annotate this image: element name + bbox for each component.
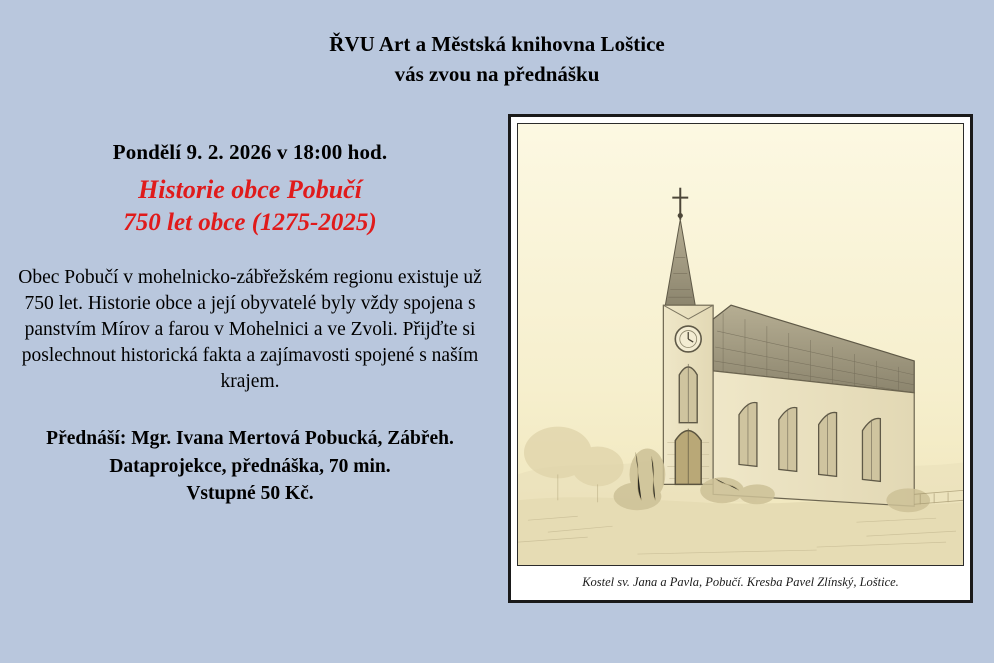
presenter-price: Vstupné 50 Kč. [186,483,314,505]
header-line-2: vás zvou na přednášku [394,61,600,86]
event-date: Pondělí 9. 2. 2026 v 18:00 hod. [112,140,388,164]
presenter-format: Dataprojekce, přednáška, 70 min. [109,455,391,477]
event-details-column [14,140,486,508]
presenter-block [14,425,486,508]
church-illustration-icon [518,124,963,565]
event-description-text: Obec Pobučí v mohelnicko-zábřežském regionu existuje už 750 let. Historie obce a její obyvatelé byly vždy spojena s panstvím Mírov a farou v Mohelnici a ve Zvoli. Přijďte si poslechnout historická fakta a zajímavosti spojené s naším krajem. [18,267,482,392]
event-description [14,265,486,395]
header-line-1: ŘVU Art a Městská knihovna Loštice [329,32,665,56]
image-panel [508,114,973,603]
church-drawing [517,123,964,566]
image-caption: Kostel sv. Jana a Pavla, Pobučí. Kresba Pavel Zlínský, Loštice. [582,575,899,589]
event-title-line-1: Historie obce Pobučí [138,175,362,204]
event-title [14,173,486,239]
event-title-line-2: 750 let obce (1275-2025) [123,208,377,236]
poster-header [0,30,994,90]
presenter-name: Přednáší: Mgr. Ivana Mertová Pobucká, Zábřeh. [46,427,454,449]
